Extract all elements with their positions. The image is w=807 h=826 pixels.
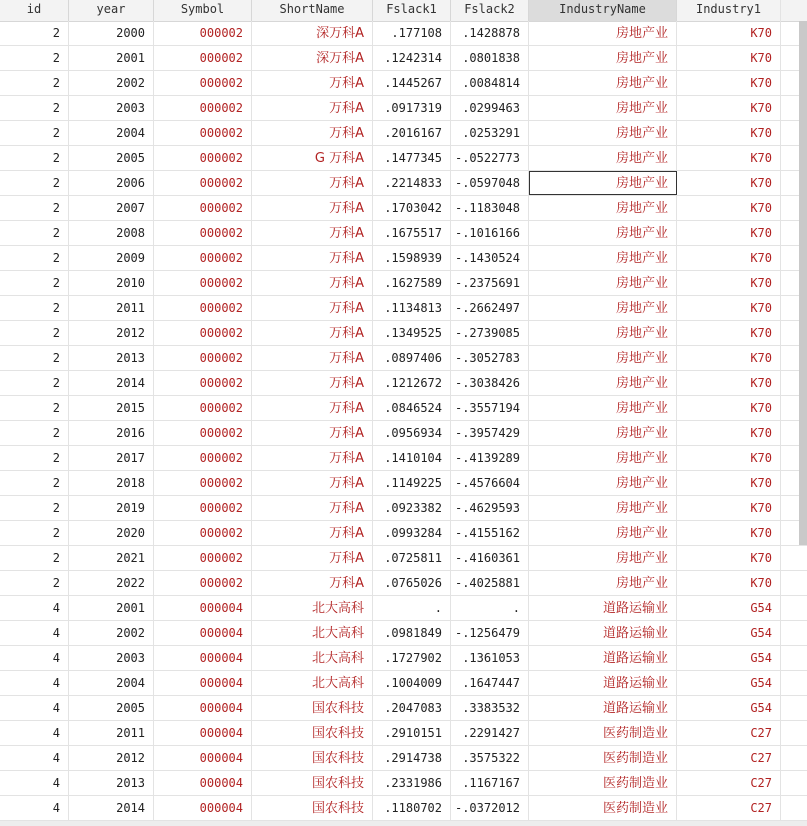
cell-fslack1[interactable]: .0765026 [373,571,451,595]
table-row[interactable] [0,671,807,696]
cell-id[interactable]: 2 [0,396,69,420]
cell-shortname[interactable]: 万科A [252,396,373,420]
cell-fslack2[interactable]: -.3557194 [451,396,529,420]
cell-fslack1[interactable]: .2331986 [373,771,451,795]
cell-id[interactable]: 2 [0,496,69,520]
cell-symbol[interactable]: 000004 [154,671,252,695]
cell-symbol[interactable]: 000004 [154,771,252,795]
cell-industry1[interactable]: K70 [677,46,781,70]
cell-shortname[interactable]: 万科A [252,546,373,570]
cell-industry1[interactable]: K70 [677,446,781,470]
cell-industry1[interactable]: G54 [677,671,781,695]
cell-industry1[interactable]: K70 [677,571,781,595]
column-header-shortname[interactable]: ShortName [252,0,373,21]
column-header-id[interactable]: id [0,0,69,21]
table-row[interactable] [0,371,807,396]
cell-fslack2[interactable]: .0084814 [451,71,529,95]
cell-shortname[interactable]: G 万科A [252,146,373,170]
cell-shortname[interactable]: 深万科A [252,46,373,70]
cell-industryname[interactable]: 房地产业 [529,496,677,520]
cell-fslack1[interactable]: .1727902 [373,646,451,670]
cell-shortname[interactable]: 万科A [252,371,373,395]
cell-industryname[interactable]: 房地产业 [529,121,677,145]
cell-industryname[interactable]: 道路运输业 [529,671,677,695]
cell-fslack2[interactable]: .3383532 [451,696,529,720]
table-row[interactable] [0,171,807,196]
cell-id[interactable]: 2 [0,96,69,120]
table-row[interactable] [0,246,807,271]
table-row[interactable] [0,696,807,721]
cell-industryname[interactable]: 道路运输业 [529,596,677,620]
cell-industry1[interactable]: K70 [677,371,781,395]
cell-industry1[interactable]: K70 [677,421,781,445]
cell-industry1[interactable]: K70 [677,546,781,570]
cell-industry1[interactable]: K70 [677,71,781,95]
cell-year[interactable]: 2020 [69,521,154,545]
table-row[interactable] [0,446,807,471]
cell-year[interactable]: 2003 [69,646,154,670]
cell-id[interactable]: 2 [0,346,69,370]
cell-symbol[interactable]: 000004 [154,696,252,720]
cell-symbol[interactable]: 000002 [154,46,252,70]
cell-year[interactable]: 2013 [69,771,154,795]
cell-industryname[interactable]: 道路运输业 [529,646,677,670]
cell-shortname[interactable]: 万科A [252,221,373,245]
cell-year[interactable]: 2013 [69,346,154,370]
cell-fslack1[interactable]: .177108 [373,21,451,45]
table-row[interactable] [0,521,807,546]
cell-fslack1[interactable]: .1703042 [373,196,451,220]
cell-industryname[interactable]: 房地产业 [529,196,677,220]
cell-industryname[interactable]: 房地产业 [529,171,677,195]
cell-industryname[interactable]: 道路运输业 [529,621,677,645]
table-row[interactable] [0,796,807,821]
cell-symbol[interactable]: 000002 [154,371,252,395]
cell-industry1[interactable]: K70 [677,396,781,420]
column-header-fslack1[interactable]: Fslack1 [373,0,451,21]
cell-id[interactable]: 2 [0,271,69,295]
cell-shortname[interactable]: 国农科技 [252,721,373,745]
cell-industryname[interactable]: 医药制造业 [529,746,677,770]
cell-symbol[interactable]: 000002 [154,396,252,420]
cell-shortname[interactable]: 万科A [252,121,373,145]
cell-industryname[interactable]: 医药制造业 [529,771,677,795]
cell-id[interactable]: 4 [0,771,69,795]
cell-fslack1[interactable]: .1675517 [373,221,451,245]
cell-id[interactable]: 2 [0,296,69,320]
cell-fslack1[interactable]: .1212672 [373,371,451,395]
cell-year[interactable]: 2004 [69,671,154,695]
cell-fslack2[interactable]: .0801838 [451,46,529,70]
cell-year[interactable]: 2002 [69,71,154,95]
table-row[interactable] [0,21,807,46]
cell-shortname[interactable]: 万科A [252,96,373,120]
cell-year[interactable]: 2014 [69,796,154,820]
cell-symbol[interactable]: 000002 [154,146,252,170]
cell-industryname[interactable]: 房地产业 [529,71,677,95]
cell-symbol[interactable]: 000004 [154,721,252,745]
cell-industryname[interactable]: 房地产业 [529,46,677,70]
cell-fslack1[interactable]: .1627589 [373,271,451,295]
cell-shortname[interactable]: 深万科A [252,21,373,45]
cell-year[interactable]: 2010 [69,271,154,295]
table-row[interactable] [0,771,807,796]
cell-fslack2[interactable]: -.3038426 [451,371,529,395]
cell-year[interactable]: 2001 [69,46,154,70]
cell-industry1[interactable]: G54 [677,621,781,645]
cell-id[interactable]: 2 [0,521,69,545]
cell-industry1[interactable]: G54 [677,696,781,720]
table-row[interactable] [0,546,807,571]
table-row[interactable] [0,596,807,621]
cell-shortname[interactable]: 国农科技 [252,746,373,770]
cell-id[interactable]: 4 [0,621,69,645]
table-row[interactable] [0,221,807,246]
table-row[interactable] [0,396,807,421]
cell-year[interactable]: 2021 [69,546,154,570]
table-row[interactable] [0,346,807,371]
cell-symbol[interactable]: 000002 [154,296,252,320]
cell-fslack1[interactable]: .0923382 [373,496,451,520]
cell-fslack1[interactable]: .0725811 [373,546,451,570]
cell-id[interactable]: 4 [0,721,69,745]
cell-fslack1[interactable]: .0846524 [373,396,451,420]
cell-fslack2[interactable]: . [451,596,529,620]
table-row[interactable] [0,746,807,771]
cell-symbol[interactable]: 000002 [154,496,252,520]
cell-fslack1[interactable]: .1134813 [373,296,451,320]
cell-fslack1[interactable]: .0897406 [373,346,451,370]
cell-fslack1[interactable]: .1598939 [373,246,451,270]
cell-symbol[interactable]: 000002 [154,446,252,470]
cell-shortname[interactable]: 万科A [252,471,373,495]
cell-fslack2[interactable]: -.0597048 [451,171,529,195]
table-row[interactable] [0,96,807,121]
cell-symbol[interactable]: 000002 [154,271,252,295]
cell-industryname[interactable]: 医药制造业 [529,796,677,820]
column-header-row [0,0,807,22]
cell-industryname[interactable]: 房地产业 [529,521,677,545]
cell-shortname[interactable]: 万科A [252,71,373,95]
cell-fslack2[interactable]: -.4155162 [451,521,529,545]
cell-industry1[interactable]: K70 [677,246,781,270]
cell-id[interactable]: 2 [0,21,69,45]
column-header-fslack2[interactable]: Fslack2 [451,0,529,21]
cell-industryname[interactable]: 道路运输业 [529,696,677,720]
cell-fslack2[interactable]: .0299463 [451,96,529,120]
table-row[interactable] [0,421,807,446]
cell-id[interactable]: 2 [0,321,69,345]
cell-industry1[interactable]: K70 [677,321,781,345]
table-row[interactable] [0,146,807,171]
cell-year[interactable]: 2011 [69,721,154,745]
cell-industryname[interactable]: 房地产业 [529,146,677,170]
cell-year[interactable]: 2008 [69,221,154,245]
cell-fslack1[interactable]: .1410104 [373,446,451,470]
cell-industry1[interactable]: K70 [677,146,781,170]
cell-year[interactable]: 2005 [69,146,154,170]
cell-fslack2[interactable]: .1167167 [451,771,529,795]
cell-year[interactable]: 2003 [69,96,154,120]
cell-industryname[interactable]: 房地产业 [529,96,677,120]
cell-shortname[interactable]: 万科A [252,296,373,320]
cell-industry1[interactable]: K70 [677,471,781,495]
cell-fslack1[interactable]: .0993284 [373,521,451,545]
cell-fslack1[interactable]: .2214833 [373,171,451,195]
cell-fslack1[interactable]: .1004009 [373,671,451,695]
cell-fslack1[interactable]: .1242314 [373,46,451,70]
cell-shortname[interactable]: 万科A [252,271,373,295]
cell-industry1[interactable]: K70 [677,171,781,195]
cell-industry1[interactable]: C27 [677,746,781,770]
cell-fslack2[interactable]: .1361053 [451,646,529,670]
cell-industryname[interactable]: 房地产业 [529,446,677,470]
column-header-industry1[interactable]: Industry1 [677,0,781,21]
cell-industry1[interactable]: K70 [677,521,781,545]
table-row[interactable] [0,496,807,521]
cell-id[interactable]: 2 [0,146,69,170]
cell-year[interactable]: 2006 [69,171,154,195]
cell-symbol[interactable]: 000002 [154,221,252,245]
cell-shortname[interactable]: 万科A [252,421,373,445]
cell-fslack2[interactable]: .2291427 [451,721,529,745]
cell-id[interactable]: 4 [0,646,69,670]
cell-symbol[interactable]: 000002 [154,321,252,345]
cell-id[interactable]: 2 [0,196,69,220]
cell-shortname[interactable]: 北大高科 [252,646,373,670]
cell-industryname[interactable]: 房地产业 [529,21,677,45]
cell-industry1[interactable]: K70 [677,346,781,370]
cell-fslack2[interactable]: -.0522773 [451,146,529,170]
cell-industryname[interactable]: 房地产业 [529,421,677,445]
cell-fslack2[interactable]: .0253291 [451,121,529,145]
cell-id[interactable]: 2 [0,471,69,495]
cell-id[interactable]: 2 [0,421,69,445]
cell-industryname[interactable]: 房地产业 [529,346,677,370]
cell-shortname[interactable]: 万科A [252,196,373,220]
cell-fslack2[interactable]: -.2662497 [451,296,529,320]
table-row[interactable] [0,621,807,646]
table-row[interactable] [0,196,807,221]
cell-symbol[interactable]: 000002 [154,571,252,595]
cell-industry1[interactable]: K70 [677,21,781,45]
table-row[interactable] [0,121,807,146]
cell-symbol[interactable]: 000002 [154,96,252,120]
cell-symbol[interactable]: 000004 [154,646,252,670]
cell-industry1[interactable]: K70 [677,121,781,145]
cell-fslack1[interactable]: .1445267 [373,71,451,95]
cell-industryname[interactable]: 房地产业 [529,471,677,495]
cell-year[interactable]: 2001 [69,596,154,620]
table-row[interactable] [0,571,807,596]
cell-id[interactable]: 2 [0,446,69,470]
cell-symbol[interactable]: 000002 [154,21,252,45]
vertical-scrollbar[interactable] [799,21,807,545]
cell-year[interactable]: 2004 [69,121,154,145]
cell-symbol[interactable]: 000004 [154,621,252,645]
cell-symbol[interactable]: 000002 [154,196,252,220]
cell-industryname[interactable]: 房地产业 [529,571,677,595]
cell-shortname[interactable]: 北大高科 [252,596,373,620]
cell-fslack2[interactable]: .3575322 [451,746,529,770]
table-row[interactable] [0,321,807,346]
cell-industry1[interactable]: C27 [677,721,781,745]
cell-industry1[interactable]: C27 [677,771,781,795]
cell-fslack2[interactable]: -.3052783 [451,346,529,370]
cell-industryname[interactable]: 房地产业 [529,396,677,420]
cell-industryname[interactable]: 房地产业 [529,221,677,245]
cell-symbol[interactable]: 000002 [154,421,252,445]
cell-fslack1[interactable]: .1149225 [373,471,451,495]
cell-year[interactable]: 2007 [69,196,154,220]
cell-symbol[interactable]: 000004 [154,596,252,620]
cell-shortname[interactable]: 国农科技 [252,696,373,720]
cell-shortname[interactable]: 万科A [252,571,373,595]
cell-id[interactable]: 2 [0,571,69,595]
cell-year[interactable]: 2022 [69,571,154,595]
table-row[interactable] [0,646,807,671]
cell-fslack1[interactable]: .1180702 [373,796,451,820]
table-row[interactable] [0,71,807,96]
cell-shortname[interactable]: 万科A [252,346,373,370]
cell-industry1[interactable]: K70 [677,496,781,520]
cell-shortname[interactable]: 国农科技 [252,796,373,820]
cell-industry1[interactable]: K70 [677,221,781,245]
cell-fslack2[interactable]: -.1183048 [451,196,529,220]
cell-industry1[interactable]: G54 [677,596,781,620]
cell-year[interactable]: 2000 [69,21,154,45]
cell-symbol[interactable]: 000002 [154,246,252,270]
cell-industryname[interactable]: 房地产业 [529,371,677,395]
cell-fslack2[interactable]: -.1256479 [451,621,529,645]
cell-fslack2[interactable]: -.2739085 [451,321,529,345]
cell-year[interactable]: 2009 [69,246,154,270]
cell-fslack2[interactable]: -.2375691 [451,271,529,295]
cell-year[interactable]: 2012 [69,746,154,770]
column-header-symbol[interactable]: Symbol [154,0,252,21]
cell-id[interactable]: 2 [0,71,69,95]
cell-id[interactable]: 4 [0,696,69,720]
cell-shortname[interactable]: 国农科技 [252,771,373,795]
cell-fslack2[interactable]: -.3957429 [451,421,529,445]
table-row[interactable] [0,271,807,296]
cell-shortname[interactable]: 万科A [252,321,373,345]
cell-shortname[interactable]: 万科A [252,521,373,545]
cell-fslack2[interactable]: -.4576604 [451,471,529,495]
cell-symbol[interactable]: 000004 [154,796,252,820]
cell-symbol[interactable]: 000002 [154,471,252,495]
cell-fslack1[interactable]: .1477345 [373,146,451,170]
cell-fslack2[interactable]: -.0372012 [451,796,529,820]
cell-year[interactable]: 2011 [69,296,154,320]
cell-industry1[interactable]: K70 [677,196,781,220]
cell-fslack1[interactable]: .2914738 [373,746,451,770]
cell-fslack2[interactable]: -.4160361 [451,546,529,570]
cell-industryname[interactable]: 房地产业 [529,321,677,345]
cell-id[interactable]: 2 [0,246,69,270]
column-header-industryname[interactable]: IndustryName [529,0,677,21]
cell-fslack2[interactable]: .1647447 [451,671,529,695]
cell-fslack1[interactable]: . [373,596,451,620]
cell-fslack1[interactable]: .2047083 [373,696,451,720]
cell-fslack2[interactable]: .1428878 [451,21,529,45]
cell-year[interactable]: 2019 [69,496,154,520]
cell-shortname[interactable]: 万科A [252,496,373,520]
cell-year[interactable]: 2017 [69,446,154,470]
cell-id[interactable]: 4 [0,746,69,770]
cell-year[interactable]: 2012 [69,321,154,345]
cell-fslack2[interactable]: -.4139289 [451,446,529,470]
cell-shortname[interactable]: 北大高科 [252,671,373,695]
table-row[interactable] [0,296,807,321]
cell-industry1[interactable]: K70 [677,271,781,295]
cell-shortname[interactable]: 万科A [252,446,373,470]
cell-industryname[interactable]: 房地产业 [529,271,677,295]
cell-industryname[interactable]: 医药制造业 [529,721,677,745]
cell-industryname[interactable]: 房地产业 [529,546,677,570]
cell-fslack1[interactable]: .2016167 [373,121,451,145]
cell-symbol[interactable]: 000004 [154,746,252,770]
cell-fslack1[interactable]: .0956934 [373,421,451,445]
cell-symbol[interactable]: 000002 [154,121,252,145]
cell-fslack1[interactable]: .0981849 [373,621,451,645]
cell-id[interactable]: 2 [0,171,69,195]
table-row[interactable] [0,471,807,496]
cell-shortname[interactable]: 万科A [252,171,373,195]
cell-symbol[interactable]: 000002 [154,71,252,95]
table-row[interactable] [0,721,807,746]
cell-industryname[interactable]: 房地产业 [529,246,677,270]
cell-fslack1[interactable]: .0917319 [373,96,451,120]
cell-id[interactable]: 2 [0,371,69,395]
cell-fslack2[interactable]: -.4025881 [451,571,529,595]
cell-industryname[interactable]: 房地产业 [529,296,677,320]
cell-fslack2[interactable]: -.1430524 [451,246,529,270]
cell-symbol[interactable]: 000002 [154,546,252,570]
cell-fslack1[interactable]: .1349525 [373,321,451,345]
cell-symbol[interactable]: 000002 [154,171,252,195]
cell-industry1[interactable]: K70 [677,296,781,320]
cell-industry1[interactable]: G54 [677,646,781,670]
cell-industry1[interactable]: C27 [677,796,781,820]
cell-year[interactable]: 2005 [69,696,154,720]
cell-id[interactable]: 4 [0,671,69,695]
cell-id[interactable]: 2 [0,121,69,145]
cell-id[interactable]: 2 [0,46,69,70]
cell-fslack2[interactable]: -.4629593 [451,496,529,520]
cell-symbol[interactable]: 000002 [154,521,252,545]
column-header-year[interactable]: year [69,0,154,21]
cell-year[interactable]: 2018 [69,471,154,495]
cell-shortname[interactable]: 北大高科 [252,621,373,645]
cell-industry1[interactable]: K70 [677,96,781,120]
cell-year[interactable]: 2016 [69,421,154,445]
cell-year[interactable]: 2002 [69,621,154,645]
cell-id[interactable]: 4 [0,796,69,820]
cell-shortname[interactable]: 万科A [252,246,373,270]
cell-year[interactable]: 2014 [69,371,154,395]
cell-fslack1[interactable]: .2910151 [373,721,451,745]
table-row[interactable] [0,46,807,71]
cell-id[interactable]: 2 [0,546,69,570]
cell-year[interactable]: 2015 [69,396,154,420]
horizontal-scrollbar[interactable] [0,821,807,826]
cell-id[interactable]: 2 [0,221,69,245]
cell-fslack2[interactable]: -.1016166 [451,221,529,245]
cell-symbol[interactable]: 000002 [154,346,252,370]
cell-id[interactable]: 4 [0,596,69,620]
